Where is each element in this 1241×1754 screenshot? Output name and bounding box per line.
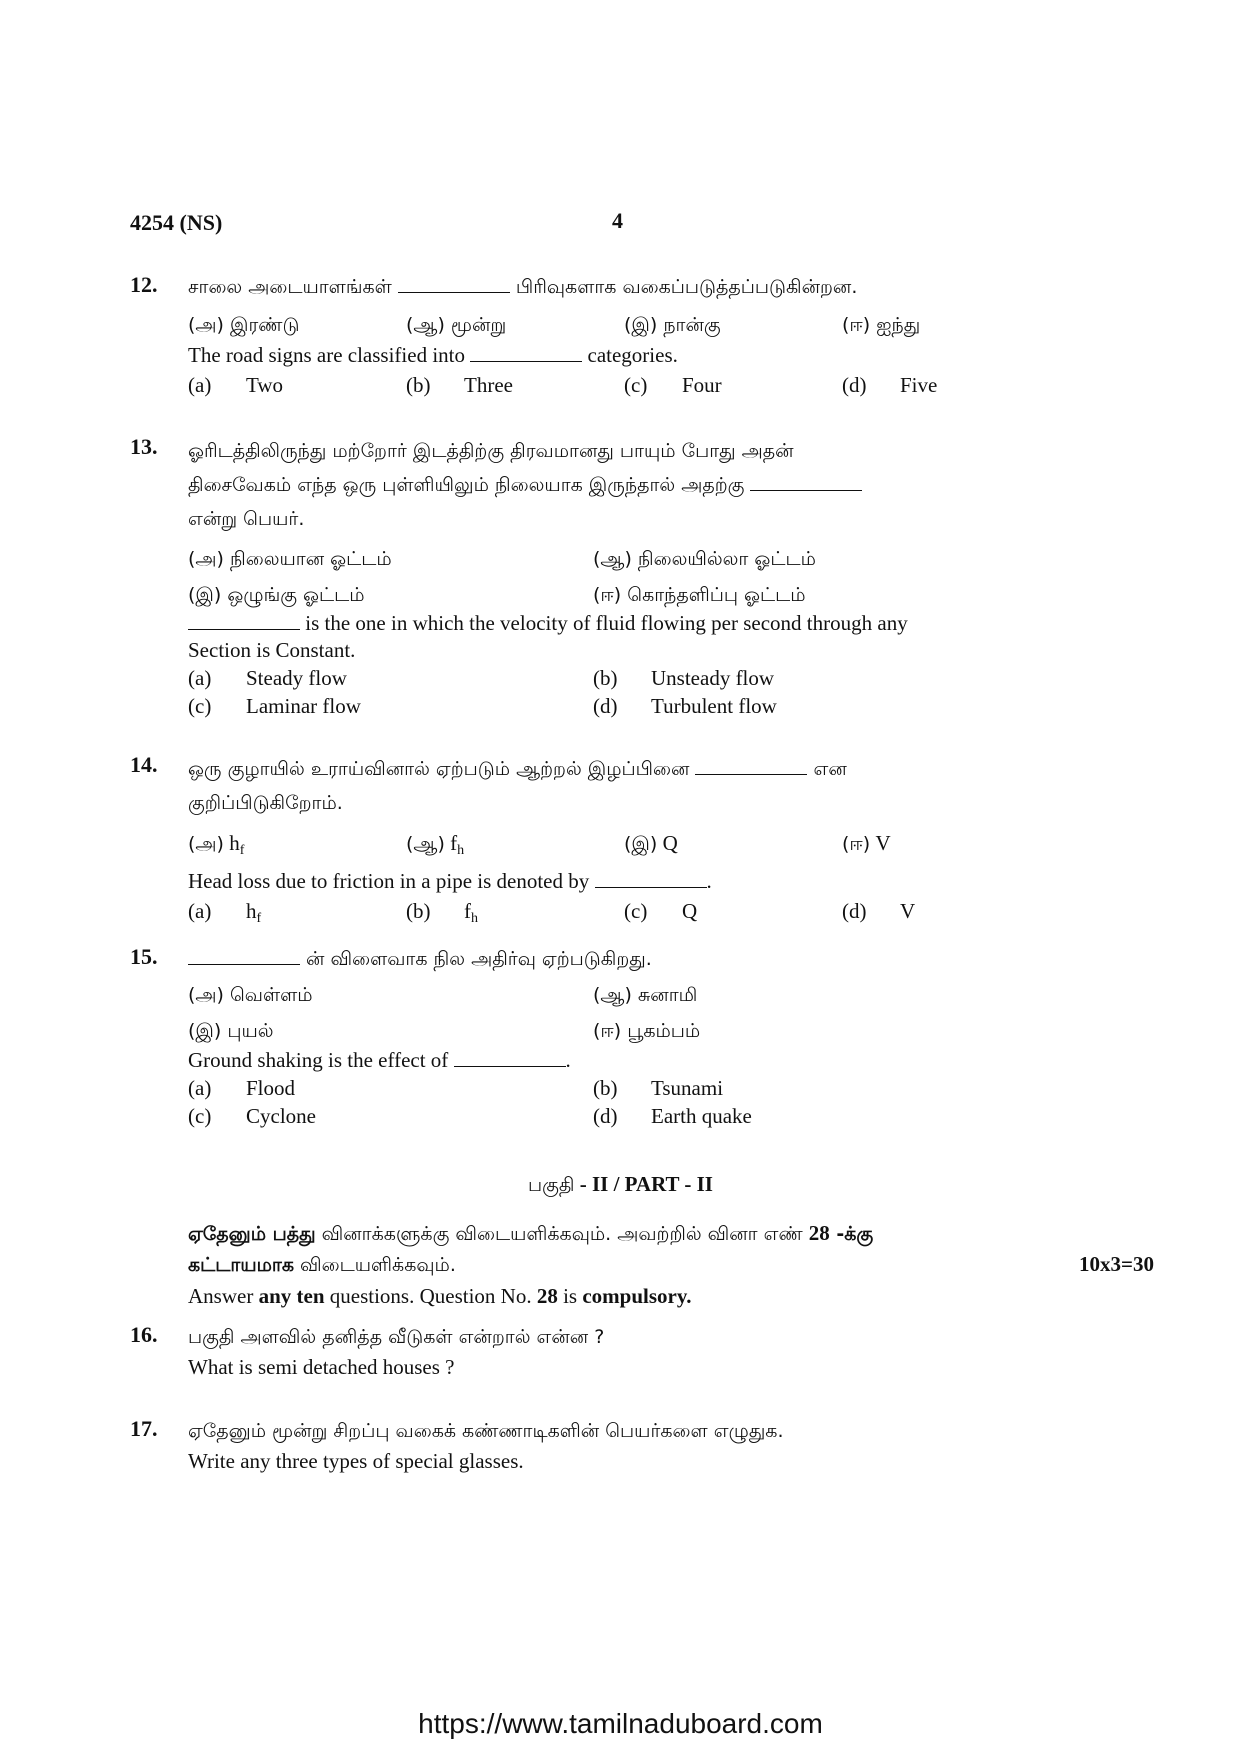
option: (c) Laminar flow [188, 694, 361, 718]
footer-url[interactable]: https://www.tamilnaduboard.com [418, 1708, 823, 1739]
options-tamil [188, 1016, 1060, 1046]
part-heading: பகுதி - II / PART - II [528, 1172, 713, 1196]
option: (இ) நான்கு [624, 314, 721, 336]
marks-allocation: 10x3=30 [1079, 1252, 1154, 1276]
answer-blank [454, 1048, 566, 1067]
question-number: 14. [130, 752, 158, 777]
option: (ஈ) V [842, 831, 891, 855]
option: (c) Cyclone [188, 1104, 316, 1128]
options-tamil [188, 580, 1060, 610]
option: (இ) புயல் [188, 1020, 274, 1042]
answer-blank [188, 946, 300, 965]
option: (b) Three [406, 373, 513, 397]
question-text-english: The road signs are classified into categories. [188, 343, 678, 367]
question-text-english: is the one in which the velocity of fluid flowing per second through any Section is Constant. [188, 611, 908, 662]
option: (d) V [842, 899, 916, 923]
option: (c) Q [624, 899, 698, 923]
question-number: 17. [130, 1416, 158, 1441]
option: (அ) இரண்டு [188, 314, 300, 336]
question-16 [130, 1322, 1060, 1382]
option: (அ) வெள்ளம் [188, 984, 313, 1006]
options-tamil [188, 980, 1060, 1010]
option: (b) Tsunami [593, 1076, 724, 1100]
question-text-tamil: ஏதேனும் மூன்று சிறப்பு வகைக் கண்ணாடிகளின் பெயர்களை எழுதுக. [188, 1420, 784, 1442]
answer-blank [188, 611, 300, 630]
question-number: 13. [130, 434, 158, 459]
option: (c) Four [624, 373, 722, 397]
option: (ஆ) $f_h$ [406, 831, 465, 858]
options-english [188, 692, 1060, 720]
option: (ஆ) சுனாமி [593, 984, 698, 1006]
question-text-english: Write any three types of special glasses. [188, 1449, 524, 1473]
option: (ஈ) பூகம்பம் [593, 1020, 701, 1042]
question-12 [130, 272, 1060, 400]
option: (ஈ) ஐந்து [842, 314, 921, 336]
option: (b) Unsteady flow [593, 666, 775, 690]
option: (ஆ) மூன்று [406, 314, 507, 336]
paper-code: 4254 (NS) [130, 210, 223, 235]
options-tamil [188, 828, 1060, 866]
question-text-tamil: ஓரிடத்திலிருந்து மற்றோர் இடத்திற்கு திரவமானது பாயும் போது அதன் திசைவேகம் எந்த ஒரு புள்ளியிலும் நிலையாக இருந்தால் அதற்கு என்று பெயர். [188, 434, 1060, 536]
answer-blank [750, 472, 862, 491]
question-14 [130, 752, 1060, 934]
answer-blank [595, 869, 707, 888]
answer-blank [695, 756, 807, 775]
options-english [188, 1074, 1060, 1102]
text: சாலை அடையாளங்கள் [188, 276, 392, 298]
question-text-tamil: பகுதி அளவில் தனித்த வீடுகள் என்றால் என்ன ? [188, 1326, 605, 1348]
option: (a) Flood [188, 1076, 296, 1100]
options-english [188, 1102, 1060, 1130]
option: (d) Earth quake [593, 1104, 752, 1128]
option: (a) $h_f$ [188, 899, 262, 926]
option: (a) Steady flow [188, 666, 347, 690]
question-number: 12. [130, 272, 158, 297]
question-text-english: Head loss due to friction in a pipe is denoted by . [188, 869, 712, 893]
question-13 [130, 434, 1060, 720]
options-english [188, 896, 1060, 934]
answer-blank [398, 274, 510, 293]
option: (b) $f_h$ [406, 899, 478, 926]
options-tamil [188, 310, 1060, 340]
option: (d) Turbulent flow [593, 694, 777, 718]
page-number: 4 [612, 208, 623, 233]
question-text-english: Ground shaking is the effect of . [188, 1048, 571, 1072]
question-number: 16. [130, 1322, 158, 1347]
question-number: 15. [130, 944, 158, 969]
text: பிரிவுகளாக வகைப்படுத்தப்படுகின்றன. [515, 276, 858, 298]
options-tamil [188, 544, 1060, 574]
question-text-tamil [188, 272, 1060, 302]
option: (இ) Q [624, 831, 678, 855]
option: (ஈ) கொந்தளிப்பு ஓட்டம் [593, 584, 806, 606]
option: (d) Five [842, 373, 938, 397]
question-17 [130, 1416, 1060, 1476]
answer-blank [470, 343, 582, 362]
question-text-tamil: ஒரு குழாயில் உராய்வினால் ஏற்படும் ஆற்றல் இழப்பினை என குறிப்பிடுகிறோம். [188, 758, 847, 814]
option: (இ) ஒழுங்கு ஓட்டம் [188, 584, 365, 606]
option: (அ) $h_f$ [188, 831, 245, 858]
option: (அ) நிலையான ஓட்டம் [188, 548, 392, 570]
option: (a) Two [188, 373, 284, 397]
part-instructions: ஏதேனும் பத்து வினாக்களுக்கு விடையளிக்கவும். அவற்றில் வினா எண் 28 -க்கு கட்டாயமாக விடையளிக்கவும். 10x3=30 Answer any ten questions. Question No. 28 is compulsory. [188, 1221, 1154, 1308]
options-english [188, 664, 1060, 692]
options-english [188, 370, 1060, 400]
option: (ஆ) நிலையில்லா ஓட்டம் [593, 548, 816, 570]
question-text-tamil: ன் விளைவாக நில அதிர்வு ஏற்படுகிறது. [188, 944, 1060, 974]
question-text-english: What is semi detached houses ? [188, 1355, 455, 1379]
question-15 [130, 944, 1060, 1130]
